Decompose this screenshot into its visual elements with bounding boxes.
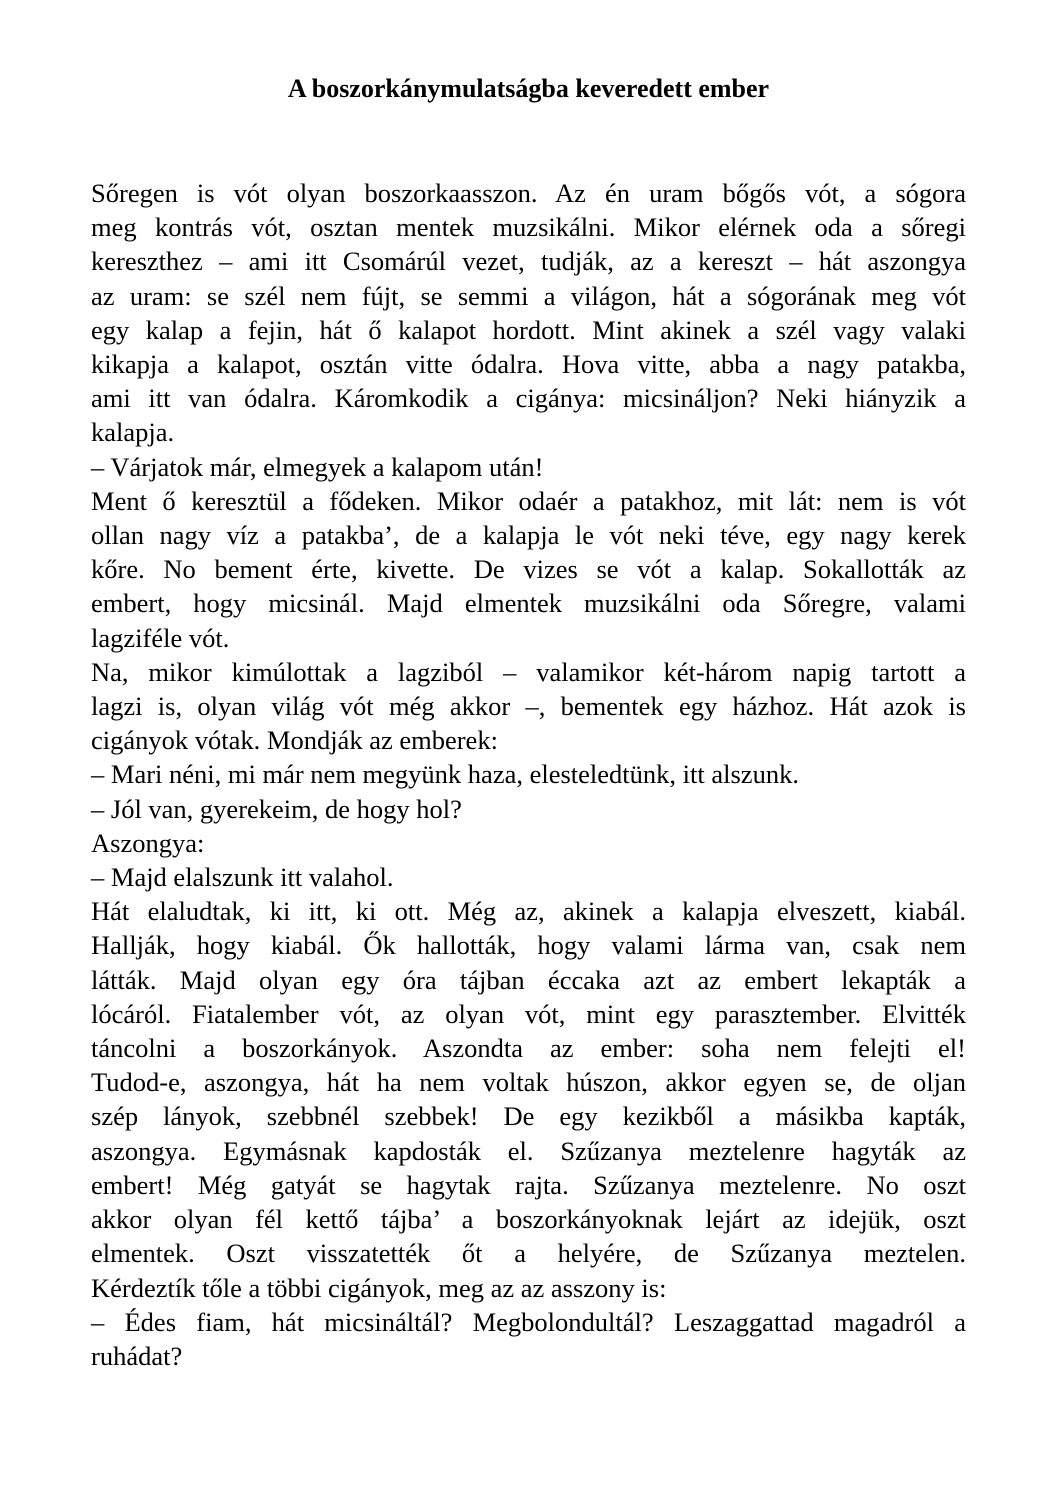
- text-line: látták. Majd olyan egy óra tájban éccaka azt az embert lekapták a: [91, 964, 966, 995]
- text-line: Kérdeztík tőle a többi cigányok, meg az az asszony is:: [91, 1272, 667, 1303]
- text-line: kőre. No bement érte, kivette. De vizes se vót a kalap. Sokallották az: [91, 554, 966, 585]
- text-line: – Jól van, gyerekeim, de hogy hol?: [91, 793, 462, 824]
- paragraph: [91, 894, 966, 1304]
- paragraph: [91, 826, 966, 860]
- text-line: ruhádat?: [91, 1340, 183, 1371]
- text-line: kalapja.: [91, 417, 175, 448]
- text-line: embert, hogy micsinál. Majd elmentek muzsikálni oda Sőregre, valami: [91, 588, 966, 619]
- text-line: Ment ő keresztül a fődeken. Mikor odaér a patakhoz, mit lát: nem is vót: [91, 485, 966, 516]
- paragraph: [91, 792, 966, 826]
- text-line: embert! Még gatyát se hagytak rajta. Szűzanya meztelenre. No oszt: [91, 1169, 966, 1200]
- text-line: – Majd elalszunk itt valahol.: [91, 862, 394, 893]
- text-line: cigányok vótak. Mondják az emberek:: [91, 725, 498, 756]
- text-line: Aszongya:: [91, 827, 205, 858]
- text-line: Tudod-e, aszongya, hát ha nem voltak húszon, akkor egyen se, de oljan: [91, 1067, 966, 1098]
- text-line: – Édes fiam, hát micsináltál? Megbolondultál? Leszaggattad magadról a: [91, 1306, 966, 1337]
- document-title: A boszorkánymulatságba keveredett ember: [287, 74, 770, 103]
- text-line: ami itt van ódalra. Káromkodik a cigánya: micsináljon? Neki hiányzik a: [91, 383, 966, 414]
- document-body: [91, 176, 966, 1373]
- paragraph: [91, 1305, 966, 1373]
- text-line: elmentek. Oszt visszatették őt a helyére, de Szűzanya meztelen.: [91, 1238, 966, 1269]
- text-line: Hallják, hogy kiabál. Ők hallották, hogy valami lárma van, csak nem: [91, 930, 966, 961]
- paragraph: [91, 655, 966, 758]
- text-line: ollan nagy víz a patakba’, de a kalapja le vót neki téve, egy nagy kerek: [91, 520, 966, 551]
- text-line: lagzi is, olyan világ vót még akkor –, bementek egy házhoz. Hát azok is: [91, 691, 966, 722]
- text-line: kikapja a kalapot, osztán vitte ódalra. Hova vitte, abba a nagy patakba,: [91, 349, 966, 380]
- paragraph: [91, 450, 966, 484]
- text-line: aszongya. Egymásnak kapdosták el. Szűzanya meztelenre hagyták az: [91, 1135, 966, 1166]
- text-line: táncolni a boszorkányok. Aszondta az ember: soha nem felejti el!: [91, 1033, 966, 1064]
- text-line: kereszthez – ami itt Csomárúl vezet, tudják, az a kereszt – hát aszongya: [91, 246, 966, 277]
- text-line: – Várjatok már, elmegyek a kalapom után!: [91, 451, 544, 482]
- paragraph: [91, 757, 966, 791]
- text-line: meg kontrás vót, osztan mentek muzsikálni. Mikor elérnek oda a sőregi: [91, 212, 966, 243]
- text-line: lócáról. Fiatalember vót, az olyan vót, mint egy parasztember. Elvitték: [91, 998, 966, 1029]
- text-line: akkor olyan fél kettő tájba’ a boszorkányoknak lejárt az idejük, oszt: [91, 1204, 966, 1235]
- text-line: egy kalap a fejin, hát ő kalapot hordott. Mint akinek a szél vagy valaki: [91, 314, 966, 345]
- text-line: Na, mikor kimúlottak a lagziból – valamikor két-három napig tartott a: [91, 656, 966, 687]
- paragraph: [91, 484, 966, 655]
- text-line: Sőregen is vót olyan boszorkaasszon. Az én uram bőgős vót, a sógora: [91, 178, 966, 208]
- text-line: Hát elaludtak, ki itt, ki ott. Még az, akinek a kalapja elveszett, kiabál.: [91, 896, 966, 927]
- text-line: – Mari néni, mi már nem megyünk haza, elesteledtünk, itt alszunk.: [91, 759, 799, 790]
- paragraph: [91, 860, 966, 894]
- text-line: lagziféle vót.: [91, 622, 230, 653]
- text-line: szép lányok, szebbnél szebbek! De egy kezikből a másikba kapták,: [91, 1101, 966, 1132]
- text-line: az uram: se szél nem fújt, se semmi a világon, hát a sógorának meg vót: [91, 280, 966, 311]
- paragraph: [91, 176, 966, 450]
